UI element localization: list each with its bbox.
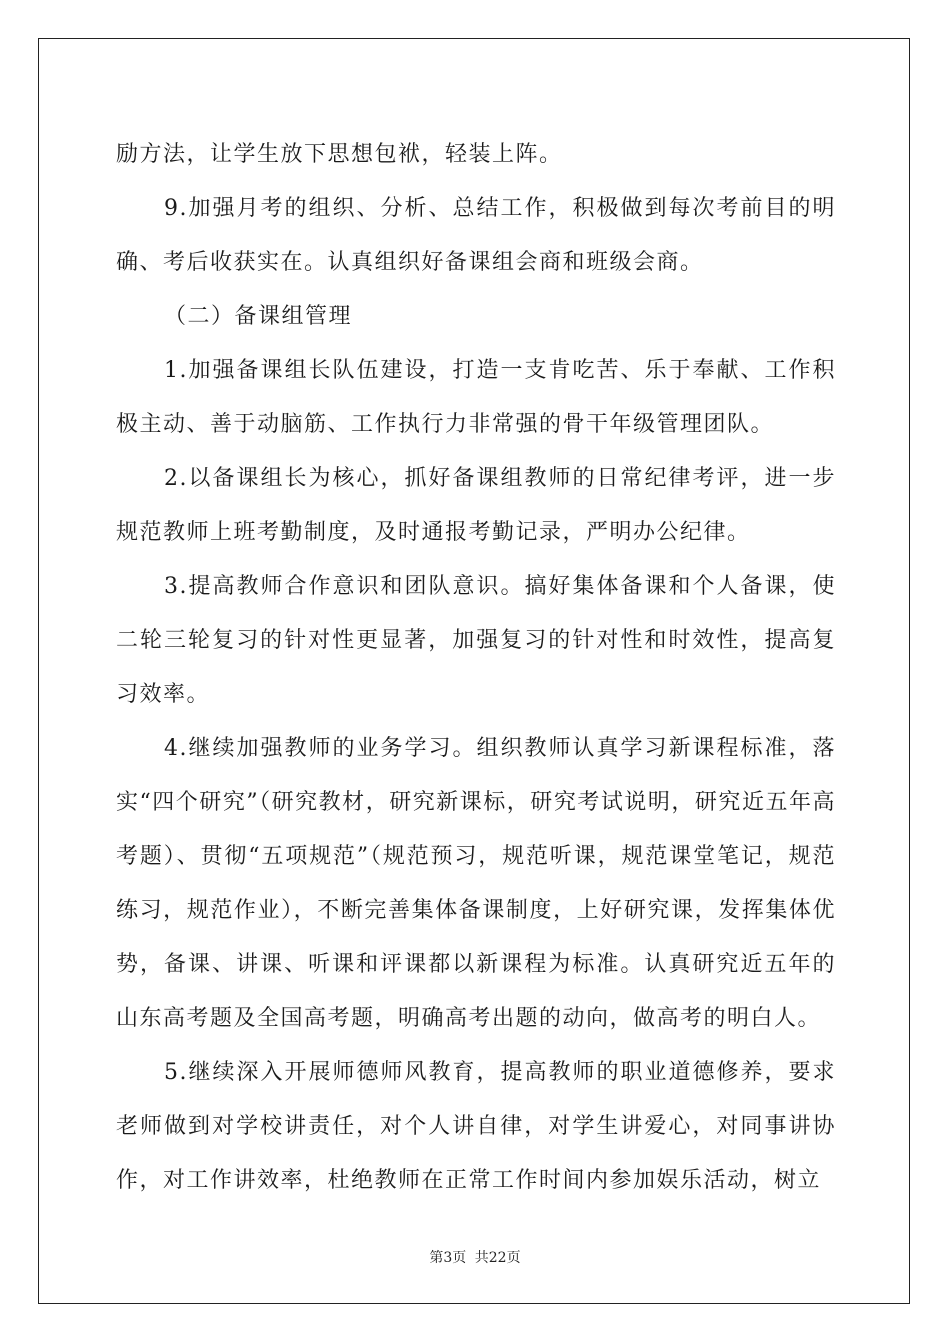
paragraph-item-1: 1.加强备课组长队伍建设，打造一支肯吃苦、乐于奉献、工作积极主动、善于动脑筋、工作执行力非常强的骨干年级管理团队。 [116,358,836,437]
section-heading: （二）备课组管理 [164,304,353,329]
page-number: 第3页 [429,1250,467,1266]
paragraph-item-5: 5.继续深入开展师德师风教育，提高教师的职业道德修养，要求老师做到对学校讲责任，对个人讲自律，对学生讲爱心，对同事讲协作，对工作讲效率，杜绝教师在正常工作时间内参加娱乐活动，树立 [116,1060,836,1193]
paragraph-continuation: 励方法，让学生放下思想包袱，轻装上阵。 [116,142,563,167]
page-footer [0,1247,950,1267]
document-body [116,128,836,1208]
page-total: 共22页 [474,1250,521,1266]
paragraph-item-9: 9.加强月考的组织、分析、总结工作，积极做到每次考前目的明确、考后收获实在。认真组织好备课组会商和班级会商。 [116,196,836,275]
paragraph-item-3: 3.提高教师合作意识和团队意识。搞好集体备课和个人备课，使二轮三轮复习的针对性更显著，加强复习的针对性和时效性，提高复习效率。 [116,574,836,707]
paragraph-item-2: 2.以备课组长为核心，抓好备课组教师的日常纪律考评，进一步规范教师上班考勤制度，及时通报考勤记录，严明办公纪律。 [116,466,836,545]
paragraph-item-4: 4.继续加强教师的业务学习。组织教师认真学习新课程标准，落实“四个研究”（研究教材，研究新课标，研究考试说明，研究近五年高考题）、贯彻“五项规范”（规范预习，规范听课，规范课堂笔记，规范练习，规范作业），不断完善集体备课制度，上好研究课，发挥集体优势，备课、讲课、听课和评课都以新课程为标准。认真研究近五年的山东高考题及全国高考题，明确高考出题的动向，做高考的明白人。 [116,736,836,1031]
